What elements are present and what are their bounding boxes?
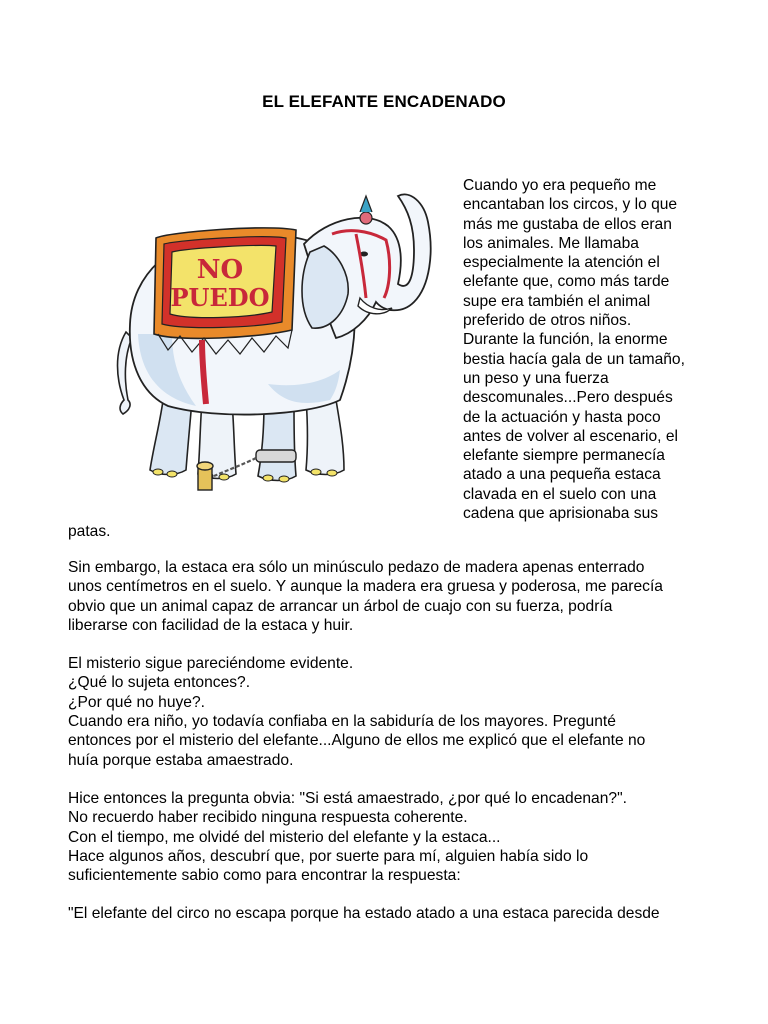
text-line: huía porque estaba amaestrado. [68,751,294,769]
paragraph [68,789,708,885]
text-line: Hace algunos años, descubrí que, por suerte para mí, alguien había sido lo [68,847,589,865]
intro-line: preferido de otros niños. [463,312,632,330]
intro-line: clavada en el suelo con una [463,485,657,503]
intro-line: supe era también el animal [463,292,651,310]
text-line: Hice entonces la pregunta obvia: "Si está amaestrado, ¿por qué lo encadenan?". [68,789,627,807]
intro-line: descomunales...Pero después [463,389,673,407]
text-line: ¿Por qué no huye?. [68,693,205,711]
body-text [68,558,708,943]
text-line: suficientemente sabio como para encontrar la respuesta: [68,867,461,885]
intro-line: Cuando yo era pequeño me [463,177,657,194]
intro-paragraph [463,176,723,523]
intro-line: más me gustaba de ellos eran [463,215,672,233]
text-line: Cuando era niño, yo todavía confiaba en la sabiduría de los mayores. Pregunté [68,713,616,731]
intro-line: bestia hacía gala de un tamaño, [463,350,685,368]
intro-line: Durante la función, la enorme [463,331,668,349]
intro-line: cadena que aprisionaba sus [463,505,659,523]
blanket-text-line1: NO [196,255,244,285]
text-line: Con el tiempo, me olvidé del misterio del elefante y la estaca... [68,828,501,846]
elephant-illustration [68,174,454,512]
elephant-front-leg-left [258,404,296,481]
intro-line: de la actuación y hasta poco [463,408,661,426]
intro-line: un peso y una fuerza [463,369,609,387]
intro-line: encantaban los circos, y lo que [463,196,678,214]
paragraph [68,654,708,770]
text-line: Sin embargo, la estaca era sólo un minúsculo pedazo de madera apenas enterrado [68,559,645,576]
text-line: entonces por el misterio del elefante...Alguno de ellos me explicó que el elefante no [68,732,646,750]
text-line: ¿Qué lo sujeta entonces?. [68,674,251,692]
intro-line: atado a una pequeña estaca [463,466,661,484]
intro-continuation: patas. [68,523,111,540]
paragraph [68,558,708,635]
leg-shackle [256,450,296,462]
intro-line: los animales. Me llamaba [463,234,639,252]
intro-line: especialmente la atención el [463,254,660,272]
intro-line: antes de volver al escenario, el [463,427,678,445]
text-line: unos centímetros en el suelo. Y aunque la madera era gruesa y poderosa, me parecía [68,578,663,596]
page-title: EL ELEFANTE ENCADENADO [262,92,506,111]
blanket-text-line2: PUEDO [170,283,270,312]
wooden-stake [197,462,213,490]
intro-line: elefante siempre permanecía [463,447,665,465]
text-line: El misterio sigue pareciéndome evidente. [68,655,354,673]
text-line: No recuerdo haber recibido ninguna respuesta coherente. [68,809,468,827]
text-line: obvio que un animal capaz de arrancar un árbol de cuajo con su fuerza, podría [68,597,613,615]
text-line: "El elefante del circo no escapa porque ha estado atado a una estaca parecida desde [68,905,660,923]
text-line: liberarse con facilidad de la estaca y huir. [68,616,354,634]
paragraph [68,904,708,923]
intro-line: elefante que, como más tarde [463,273,670,291]
